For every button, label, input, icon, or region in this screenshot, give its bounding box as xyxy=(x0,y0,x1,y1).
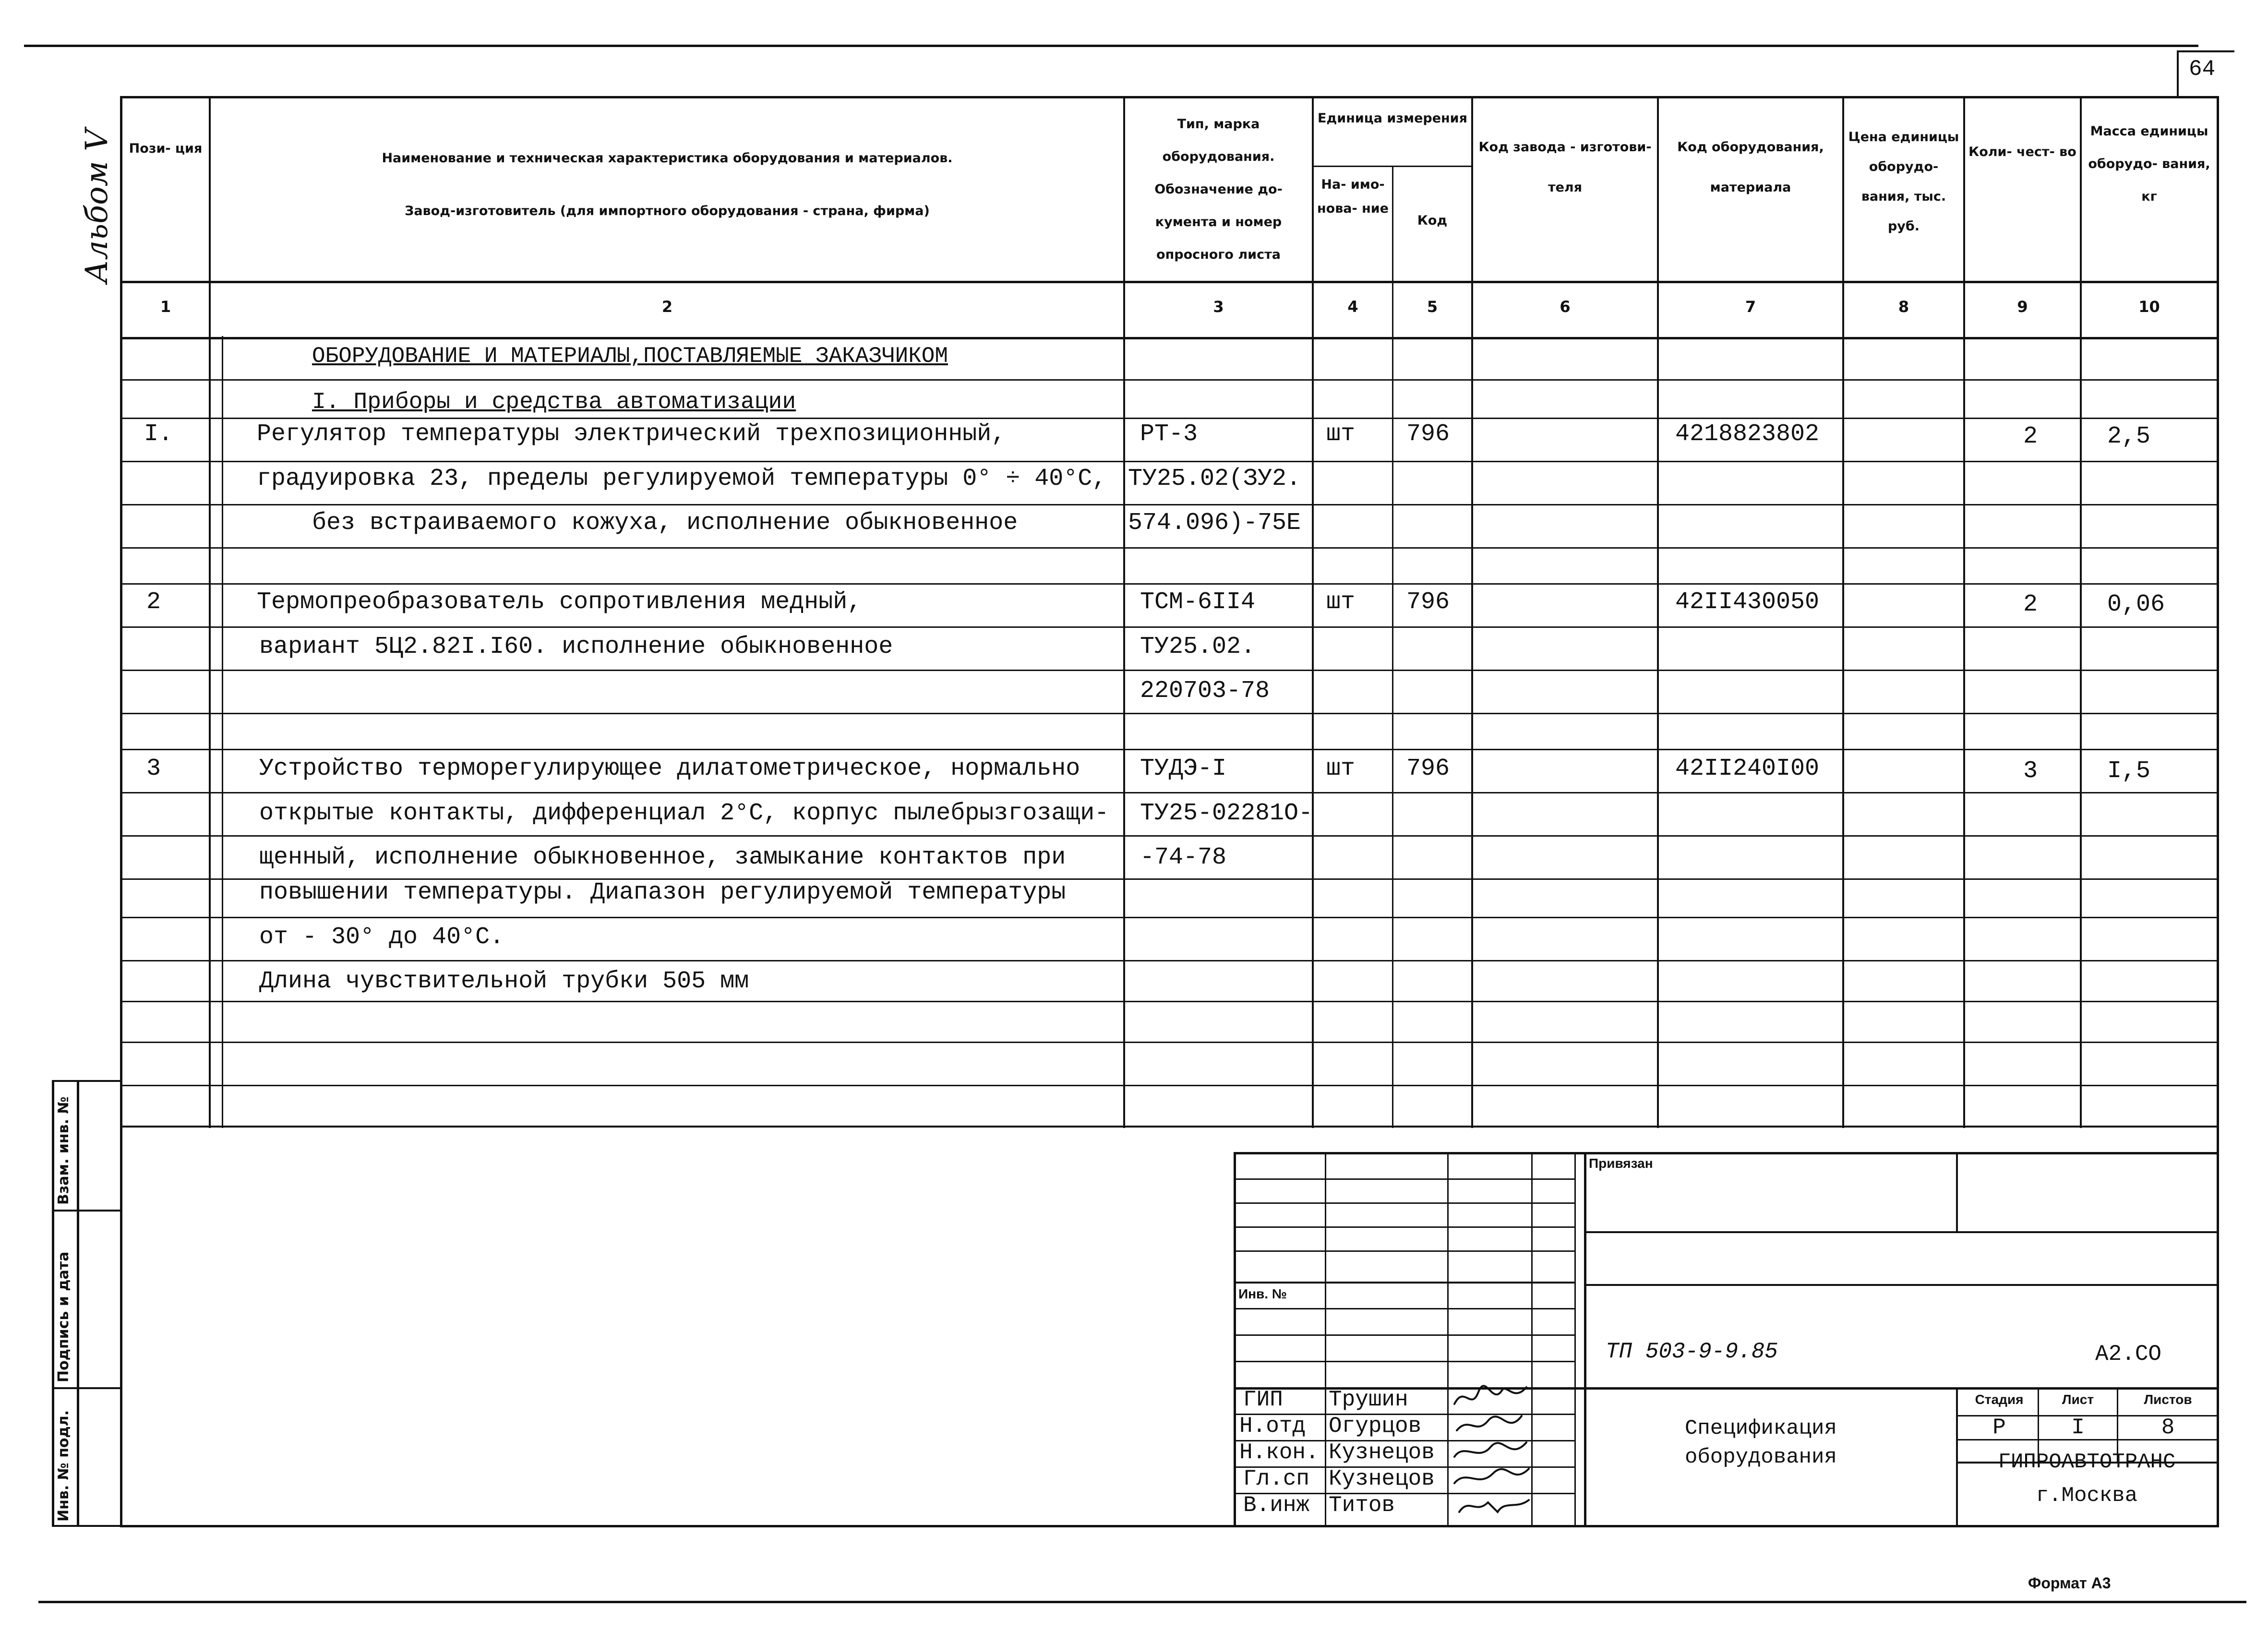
frame-right xyxy=(2217,96,2219,1526)
top-trim-line xyxy=(24,45,2198,47)
item1-type-line3: 574.096)-75Е xyxy=(1128,509,1301,537)
subsection-title: I. Приборы и средства автоматизации xyxy=(312,389,796,415)
header-name-line2: Завод-изготовитель (для импортного оборудования - страна, фирма) xyxy=(405,204,930,218)
col-line-pos-inner xyxy=(222,336,223,1128)
item3-name-line3: щенный, исполнение обыкновенное, замыкание контактов при xyxy=(259,844,1066,871)
page-number-box-top xyxy=(2177,50,2234,52)
item2-unit: шт xyxy=(1326,588,1356,616)
item1-name-line2: градуировка 23, пределы регулируемой температуры 0° ÷ 40°С, xyxy=(257,465,1107,492)
header-price: Цена единицы оборудо- вания, тыс. руб. xyxy=(1848,130,1959,234)
item1-equip-code: 4218823802 xyxy=(1675,420,1820,448)
stamp-stage-label: Стадия xyxy=(1975,1392,2024,1407)
stamp-title-line2: оборудования xyxy=(1685,1445,1837,1469)
stamp-org: ГИПРОАВТОТРАНС xyxy=(1998,1450,2176,1474)
item3-type-line3: -74-78 xyxy=(1140,844,1227,871)
item3-mass: I,5 xyxy=(2107,757,2151,785)
stamp-sheets-label: Листов xyxy=(2144,1392,2192,1407)
item2-unit-code: 796 xyxy=(1406,588,1450,616)
row-line xyxy=(120,1001,2219,1002)
stamp-role-5: В.инж xyxy=(1243,1493,1310,1518)
row-line xyxy=(120,835,2219,837)
item3-name-line6: Длина чувствительной трубки 505 мм xyxy=(259,968,749,995)
item1-name-line3: без встраиваемого кожуха, исполнение обыкновенное xyxy=(312,509,1018,537)
item3-name-line5: от - 30° до 40°С. xyxy=(259,924,504,951)
stamp-sheets: 8 xyxy=(2161,1415,2175,1440)
stamp-stage: Р xyxy=(1992,1415,2006,1440)
margin-stamp-mid xyxy=(77,1080,79,1526)
row-line xyxy=(120,960,2219,961)
margin-label-inv-podl: Инв. № подл. xyxy=(55,1410,72,1522)
margin-label-vzam-inv: Взам. инв. № xyxy=(55,1096,72,1205)
margin-stamp-div2 xyxy=(52,1387,121,1389)
signature-scribbles xyxy=(1450,1382,1536,1526)
stamp-role-4: Гл.сп xyxy=(1243,1466,1310,1491)
colnum-10: 10 xyxy=(2138,298,2160,316)
row-line xyxy=(120,1042,2219,1043)
frame-bottom xyxy=(120,1525,2219,1527)
row-line xyxy=(120,418,2219,419)
item3-unit-code: 796 xyxy=(1406,755,1450,782)
row-line xyxy=(120,792,2219,793)
stamp-doc-code: ТП 503-9-9.85 xyxy=(1606,1339,1778,1364)
section-title: ОБОРУДОВАНИЕ И МАТЕРИАЛЫ,ПОСТАВЛЯЕМЫЕ ЗАКАЗЧИКОМ xyxy=(312,344,948,369)
frame-top xyxy=(120,96,2219,98)
album-label: Альбом V xyxy=(79,129,115,283)
bottom-trim-line xyxy=(38,1601,2246,1603)
row-line xyxy=(120,583,2219,585)
row-line xyxy=(120,670,2219,671)
stamp-sheet-code: А2.СО xyxy=(2095,1342,2162,1367)
item1-type-line2: ТУ25.02(ЗУ2. xyxy=(1128,465,1301,492)
header-mass: Масса единицы оборудо- вания, кг xyxy=(2088,124,2210,204)
format-label: Формат А3 xyxy=(2028,1574,2111,1592)
item1-type-line1: РТ-3 xyxy=(1140,420,1198,448)
col-line-equip xyxy=(1842,96,1844,1128)
item2-type-line3: 220703-78 xyxy=(1140,677,1270,705)
item1-qty: 2 xyxy=(2023,423,2038,450)
stamp-city: г.Москва xyxy=(2036,1484,2138,1508)
item3-type-line1: ТУДЭ-I xyxy=(1140,755,1227,782)
item2-pos: 2 xyxy=(146,588,161,616)
margin-stamp-top xyxy=(52,1080,121,1082)
colnum-8: 8 xyxy=(1898,298,1909,316)
margin-label-podpis-data: Подпись и дата xyxy=(55,1251,72,1382)
stamp-name-5: Титов xyxy=(1329,1493,1395,1518)
margin-stamp-div1 xyxy=(52,1210,121,1212)
header-unit: Единица измерения xyxy=(1318,111,1467,126)
header-pos: Пози- ция xyxy=(129,141,203,156)
col-line-unitcode xyxy=(1471,96,1473,1128)
colnum-bottom-line xyxy=(120,337,2219,339)
item2-type-line1: ТСМ-6II4 xyxy=(1140,588,1256,616)
header-unit-code: Код xyxy=(1417,213,1448,228)
stamp-sheet-label: Лист xyxy=(2062,1392,2094,1407)
row-line xyxy=(120,1085,2219,1086)
item1-unit: шт xyxy=(1326,420,1356,448)
stamp-role-1: ГИП xyxy=(1243,1387,1283,1412)
stamp-name-4: Кузнецов xyxy=(1329,1466,1435,1491)
item2-name-line2: вариант 5Ц2.82I.I60. исполнение обыкновенное xyxy=(259,633,893,660)
margin-stamp-bottom xyxy=(52,1525,121,1527)
item3-name-line4: повышении температуры. Диапазон регулируемой температуры xyxy=(259,879,1066,906)
page-number: 64 xyxy=(2189,57,2216,82)
col-line-plant xyxy=(1657,96,1659,1128)
colnum-6: 6 xyxy=(1560,298,1571,316)
colnum-3: 3 xyxy=(1213,298,1224,316)
stamp-title-line1: Спецификация xyxy=(1685,1416,1837,1440)
item3-pos: 3 xyxy=(146,755,161,782)
item3-qty: 3 xyxy=(2023,757,2038,785)
header-unit-name: На- имо- нова- ние xyxy=(1317,177,1389,216)
item1-name-line1: Регулятор температуры электрический трехпозиционный, xyxy=(257,420,1006,448)
row-line xyxy=(120,504,2219,505)
margin-stamp-left xyxy=(52,1080,54,1526)
item3-name-line2: открытые контакты, дифференциал 2°С, корпус пылебрызгозащи- xyxy=(259,800,1109,827)
row-line xyxy=(120,749,2219,750)
item3-name-line1: Устройство терморегулирующее дилатометрическое, нормально xyxy=(259,755,1080,782)
stamp-name-1: Трушин xyxy=(1329,1387,1408,1412)
colnum-1: 1 xyxy=(160,298,171,316)
table-bottom-line xyxy=(120,1126,2219,1128)
header-bottom-line xyxy=(120,281,2219,283)
item1-unit-code: 796 xyxy=(1406,420,1450,448)
header-type: Тип, марка оборудования. Обозначение до- кумента и номер опросного листа xyxy=(1154,117,1283,262)
stamp-name-3: Кузнецов xyxy=(1329,1440,1435,1465)
item2-name-line1: Термопреобразователь сопротивления медный, xyxy=(257,588,862,616)
row-line xyxy=(120,626,2219,628)
item3-equip-code: 42II240I00 xyxy=(1675,755,1820,782)
row-line xyxy=(120,713,2219,714)
colnum-5: 5 xyxy=(1427,298,1438,316)
stamp-privyazan: Привязан xyxy=(1589,1156,1653,1171)
colnum-9: 9 xyxy=(2017,298,2028,316)
stamp-role-3: Н.кон. xyxy=(1239,1440,1319,1465)
stamp-sheet: I xyxy=(2071,1415,2085,1440)
colnum-4: 4 xyxy=(1347,298,1358,316)
page-number-box-left xyxy=(2177,50,2179,96)
stamp-name-2: Огурцов xyxy=(1329,1414,1422,1439)
item2-equip-code: 42II430050 xyxy=(1675,588,1820,616)
header-plant-code: Код завода - изготови- теля xyxy=(1478,140,1652,195)
header-name-line1: Наименование и техническая характеристика оборудования и материалов. xyxy=(382,151,953,166)
header-qty: Коли- чест- во xyxy=(1968,144,2076,159)
col-line-pos xyxy=(209,96,211,1128)
stamp-role-2: Н.отд xyxy=(1239,1414,1306,1439)
item2-qty: 2 xyxy=(2023,591,2038,618)
col-line-price xyxy=(1963,96,1965,1128)
stamp-inv-no: Инв. № xyxy=(1238,1286,1287,1301)
item3-unit: шт xyxy=(1326,755,1356,782)
row-line xyxy=(120,547,2219,549)
item1-mass: 2,5 xyxy=(2107,423,2151,450)
item2-mass: 0,06 xyxy=(2107,591,2165,618)
row-line xyxy=(120,461,2219,462)
col-line-qty xyxy=(2080,96,2082,1128)
colnum-2: 2 xyxy=(661,298,673,316)
item2-type-line2: ТУ25.02. xyxy=(1140,633,1256,660)
item1-pos: I. xyxy=(144,420,173,448)
row-line xyxy=(120,379,2219,381)
col-line-type xyxy=(1312,96,1314,1128)
item3-type-line2: ТУ25-02281О- xyxy=(1140,800,1313,827)
row-line xyxy=(120,917,2219,918)
colnum-7: 7 xyxy=(1745,298,1756,316)
header-equip-code: Код оборудования, материала xyxy=(1677,140,1824,195)
